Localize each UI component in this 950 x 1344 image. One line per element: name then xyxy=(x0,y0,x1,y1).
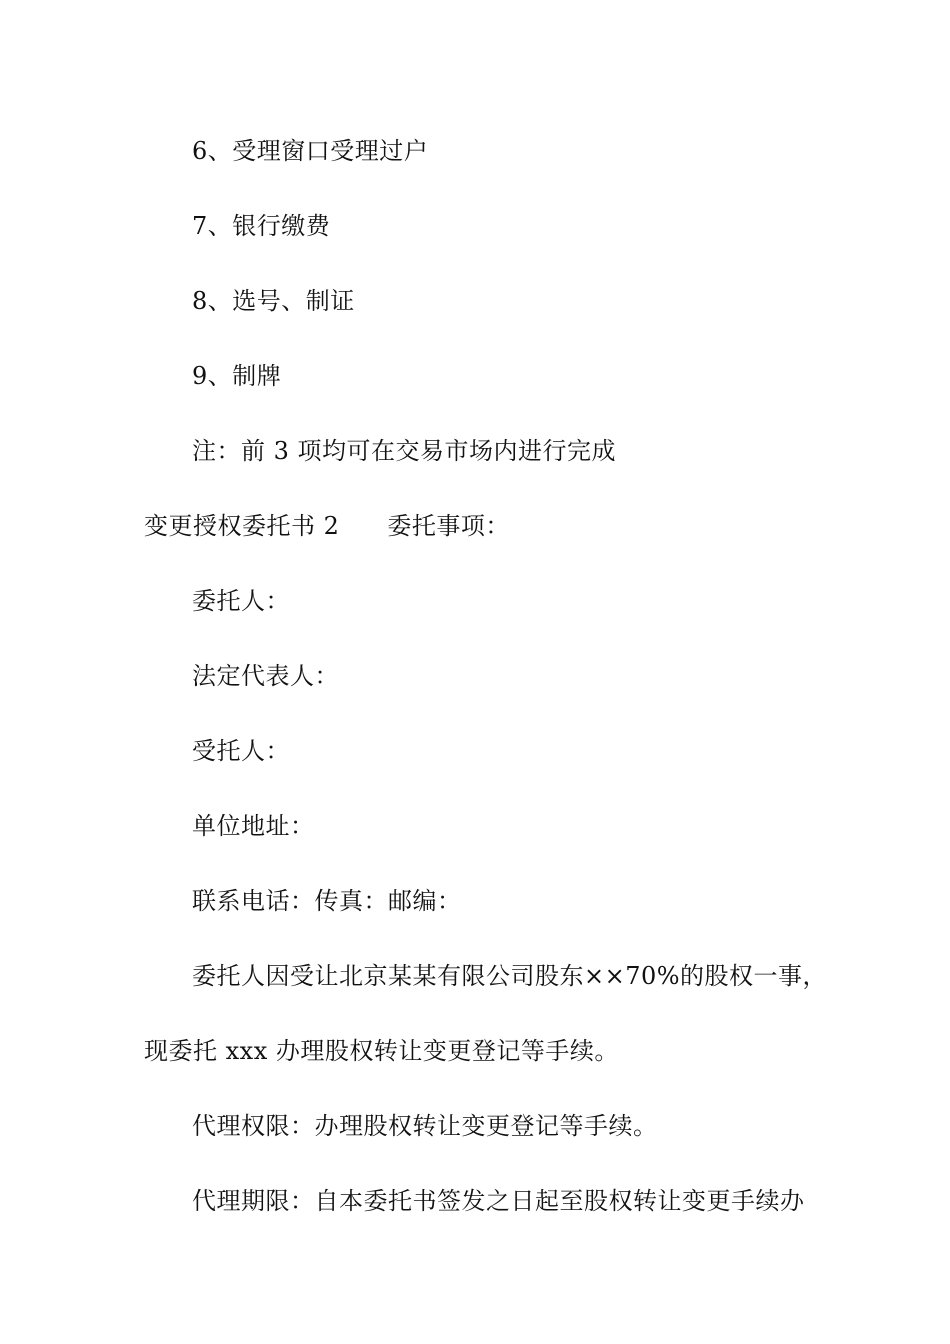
step-6: 6、受理窗口受理过户 xyxy=(192,137,429,165)
note: 注：前 3 项均可在交易市场内进行完成 xyxy=(192,437,617,465)
period-clause: 代理期限：自本委托书签发之日起至股权转让变更手续办 xyxy=(192,1187,805,1215)
field-legal-rep: 法定代表人： xyxy=(192,662,339,690)
step-7: 7、银行缴费 xyxy=(192,212,331,240)
step-9: 9、制牌 xyxy=(192,362,282,390)
field-agent: 受托人： xyxy=(192,737,290,765)
section-title: 变更授权委托书 2 xyxy=(144,512,340,540)
field-address: 单位地址： xyxy=(192,812,315,840)
step-8: 8、选号、制证 xyxy=(192,287,355,315)
field-principal: 委托人： xyxy=(192,587,290,615)
field-contact: 联系电话：传真：邮编： xyxy=(192,887,462,915)
body-paragraph-line-1: 委托人因受让北京某某有限公司股东××70%的股权一事， xyxy=(192,962,828,990)
body-paragraph-line-2: 现委托 xxx 办理股权转让变更登记等手续。 xyxy=(144,1037,619,1065)
section-heading xyxy=(144,511,510,541)
section-subtitle: 委托事项： xyxy=(387,512,510,540)
authority-clause: 代理权限：办理股权转让变更登记等手续。 xyxy=(192,1112,658,1140)
